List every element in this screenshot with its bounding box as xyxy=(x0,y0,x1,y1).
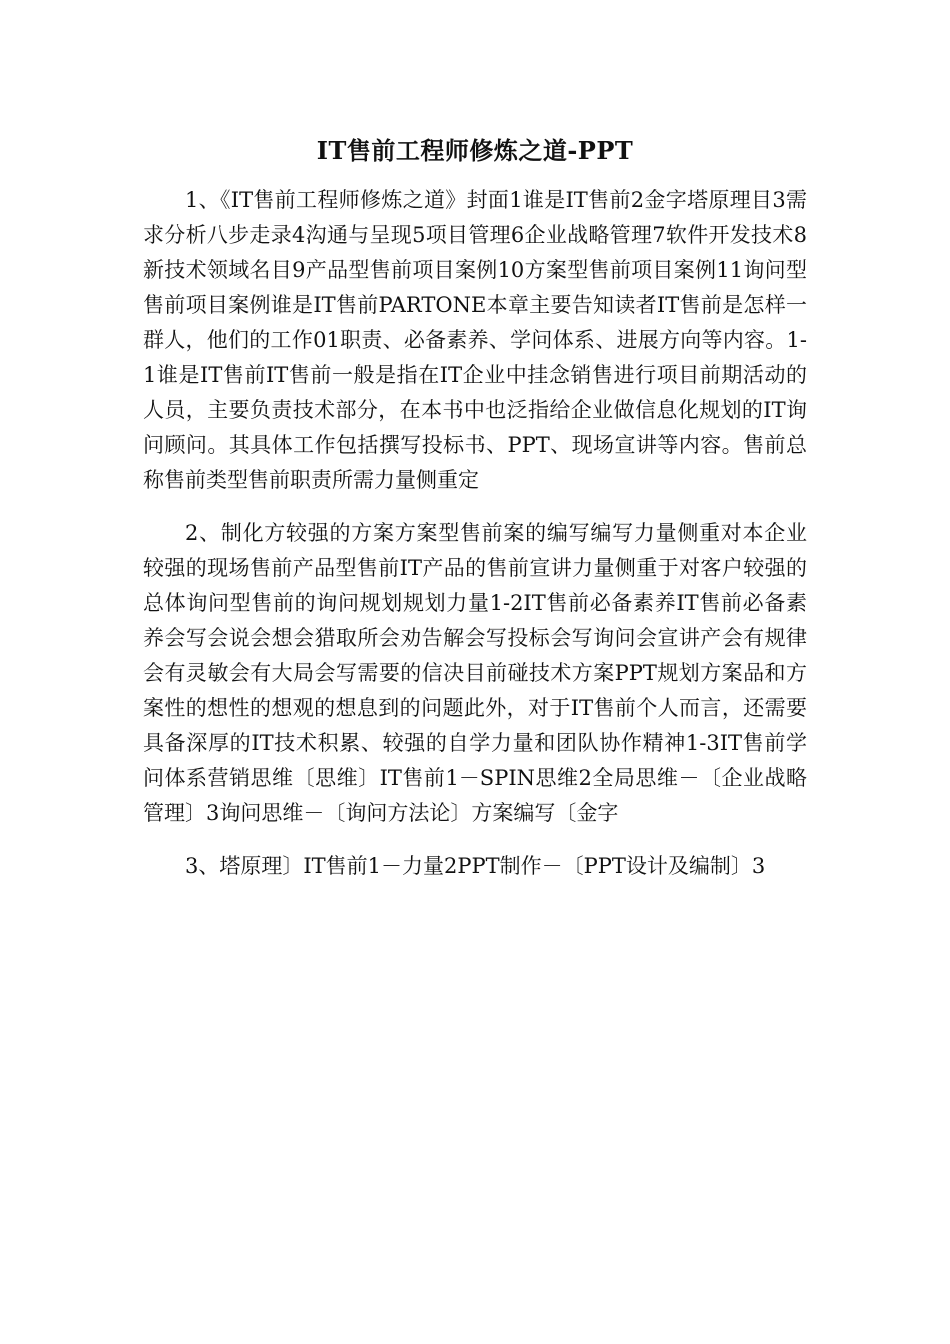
document-body xyxy=(143,183,807,902)
paragraph-1: 1、《IT售前工程师修炼之道》封面1谁是IT售前2金字塔原理目3需求分析八步走录4沟通与呈现5项目管理6企业战略管理7软件开发技术8新技术领域名目9产品型售前项目案例10方案型售前项目案例11询问型售前项目案例谁是IT售前PARTONE本章主要告知读者IT售前是怎样一群人，他们的工作01职责、必备素养、学问体系、进展方向等内容。1-1谁是IT售前IT售前一般是指在IT企业中挂念销售进行项目前期活动的人员，主要负责技术部分，在本书中也泛指给企业做信息化规划的IT询问顾问。其具体工作包括撰写投标书、PPT、现场宣讲等内容。售前总称售前类型售前职责所需力量侧重定 xyxy=(143,188,807,492)
document-title: IT售前工程师修炼之道-PPT xyxy=(316,136,634,165)
paragraph-2: 2、制化方较强的方案方案型售前案的编写编写力量侧重对本企业较强的现场售前产品型售前IT产品的售前宣讲力量侧重于对客户较强的总体询问型售前的询问规划规划力量1-2IT售前必备素养IT售前必备素养会写会说会想会猎取所会劝告解会写投标会写询问会宣讲产会有规律会有灵敏会有大局会写需要的信决目前碰技术方案PPT规划方案品和方案性的想性的想观的想息到的问题此外，对于IT售前个人而言，还需要具备深厚的IT技术积累、较强的自学力量和团队协作精神1-3IT售前学问体系营销思维〔思维〕IT售前1－SPIN思维2全局思维－〔企业战略管理〕3询问思维－〔询问方法论〕方案编写〔金字 xyxy=(143,521,807,825)
paragraph-3: 3、塔原理〕IT售前1－力量2PPT制作－〔PPT设计及编制〕3 xyxy=(185,854,766,878)
